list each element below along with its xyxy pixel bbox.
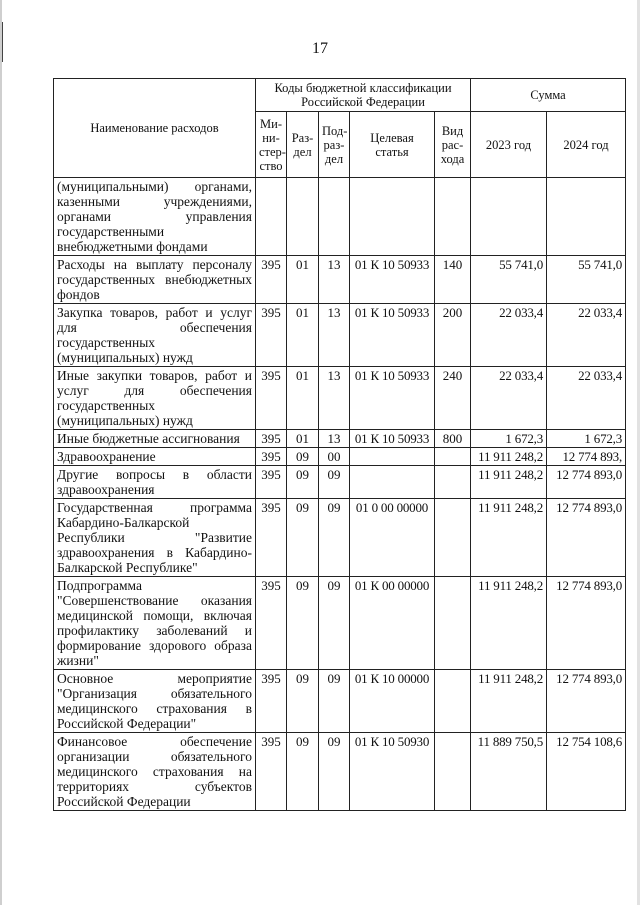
header-target-article: Целевая статья: [350, 112, 435, 178]
row-ministry: [256, 178, 287, 256]
row-sum-2023: 11 911 248,2: [471, 499, 547, 577]
row-name: Подпрограмма "Совершенствование оказания медицинской помощи, включая профилактику заболеваний и формирование здорового образа жизни": [54, 577, 256, 670]
row-name: (муниципальными) органами, казенными учреждениями, органами управления государственными внебюджетными фондами: [54, 178, 256, 256]
row-sum-2024: 12 774 893,0: [547, 466, 626, 499]
row-type: [435, 577, 471, 670]
row-type: [435, 178, 471, 256]
row-sum-2024: 22 033,4: [547, 367, 626, 430]
row-ministry: 395: [256, 448, 287, 466]
row-target: 01 К 10 00000: [350, 670, 435, 733]
row-subsection: 13: [319, 430, 350, 448]
row-subsection: 00: [319, 448, 350, 466]
row-section: 09: [287, 733, 319, 811]
table-row: [54, 448, 626, 466]
row-name: Государственная программа Кабардино-Балкарской Республики "Развитие здравоохранения в Кабардино-Балкарской Республике": [54, 499, 256, 577]
row-section: 09: [287, 577, 319, 670]
row-target: 01 К 10 50933: [350, 430, 435, 448]
row-sum-2023: 1 672,3: [471, 430, 547, 448]
row-target: [350, 448, 435, 466]
row-subsection: [319, 178, 350, 256]
row-target: 01 К 10 50933: [350, 256, 435, 304]
row-name: Другие вопросы в области здравоохранения: [54, 466, 256, 499]
header-expense-type: Вид рас-хода: [435, 112, 471, 178]
row-sum-2024: 12 774 893,0: [547, 499, 626, 577]
row-type: [435, 733, 471, 811]
table-row: [54, 670, 626, 733]
table-row: [54, 178, 626, 256]
row-sum-2023: [471, 178, 547, 256]
row-name: Расходы на выплату персоналу государственных внебюджетных фондов: [54, 256, 256, 304]
row-type: 800: [435, 430, 471, 448]
row-type: [435, 448, 471, 466]
row-section: 09: [287, 448, 319, 466]
row-section: 01: [287, 256, 319, 304]
page-number: 17: [312, 40, 328, 57]
row-sum-2023: 22 033,4: [471, 367, 547, 430]
row-name: Здравоохранение: [54, 448, 256, 466]
table-row: [54, 304, 626, 367]
row-ministry: 395: [256, 670, 287, 733]
row-sum-2023: 11 911 248,2: [471, 466, 547, 499]
header-expense-name: Наименование расходов: [54, 79, 256, 178]
row-sum-2023: 11 911 248,2: [471, 577, 547, 670]
row-sum-2023: 11 889 750,5: [471, 733, 547, 811]
row-target: [350, 466, 435, 499]
row-section: 01: [287, 367, 319, 430]
row-sum-2024: 12 754 108,6: [547, 733, 626, 811]
header-ministry: Ми-ни-стер-ство: [256, 112, 287, 178]
row-sum-2023: 11 911 248,2: [471, 448, 547, 466]
header-year-2024: 2024 год: [547, 112, 626, 178]
header-subsection: Под-раз-дел: [319, 112, 350, 178]
row-type: [435, 466, 471, 499]
row-type: [435, 499, 471, 577]
row-target: 01 К 10 50933: [350, 367, 435, 430]
row-sum-2024: 12 774 893,: [547, 448, 626, 466]
budget-table: [53, 78, 626, 811]
table-row: [54, 367, 626, 430]
row-subsection: 13: [319, 367, 350, 430]
row-subsection: 09: [319, 670, 350, 733]
row-type: 240: [435, 367, 471, 430]
row-section: [287, 178, 319, 256]
header-section: Раз-дел: [287, 112, 319, 178]
row-section: 09: [287, 466, 319, 499]
row-subsection: 09: [319, 733, 350, 811]
row-name: Основное мероприятие "Организация обязательного медицинского страхования в Российской Федерации": [54, 670, 256, 733]
row-ministry: 395: [256, 304, 287, 367]
row-section: 01: [287, 304, 319, 367]
header-sum: Сумма: [471, 79, 626, 112]
row-subsection: 09: [319, 577, 350, 670]
row-ministry: 395: [256, 367, 287, 430]
row-ministry: 395: [256, 733, 287, 811]
row-target: 01 К 10 50933: [350, 304, 435, 367]
row-section: 09: [287, 670, 319, 733]
row-subsection: 09: [319, 466, 350, 499]
row-section: 09: [287, 499, 319, 577]
row-type: 200: [435, 304, 471, 367]
table-row: [54, 430, 626, 448]
row-ministry: 395: [256, 499, 287, 577]
row-sum-2023: 55 741,0: [471, 256, 547, 304]
row-target: 01 К 00 00000: [350, 577, 435, 670]
row-target: 01 0 00 00000: [350, 499, 435, 577]
row-sum-2023: 22 033,4: [471, 304, 547, 367]
row-ministry: 395: [256, 466, 287, 499]
row-subsection: 13: [319, 304, 350, 367]
scan-left-edge: [0, 0, 2, 905]
row-ministry: 395: [256, 256, 287, 304]
row-sum-2024: 55 741,0: [547, 256, 626, 304]
row-ministry: 395: [256, 577, 287, 670]
row-sum-2024: [547, 178, 626, 256]
row-subsection: 09: [319, 499, 350, 577]
row-section: 01: [287, 430, 319, 448]
row-target: 01 К 10 50930: [350, 733, 435, 811]
table-row: [54, 256, 626, 304]
row-target: [350, 178, 435, 256]
row-type: [435, 670, 471, 733]
table-row: [54, 577, 626, 670]
table-row: [54, 499, 626, 577]
row-name: Иные закупки товаров, работ и услуг для обеспечения государственных (муниципальных) нужд: [54, 367, 256, 430]
table-row: [54, 466, 626, 499]
row-type: 140: [435, 256, 471, 304]
table-row: [54, 733, 626, 811]
row-name: Финансовое обеспечение организации обязательного медицинского страхования на территориях субъектов Российской Федерации: [54, 733, 256, 811]
row-subsection: 13: [319, 256, 350, 304]
header-budget-codes: Коды бюджетной классификации Российской Федерации: [256, 79, 471, 112]
row-sum-2024: 1 672,3: [547, 430, 626, 448]
row-ministry: 395: [256, 430, 287, 448]
row-sum-2024: 22 033,4: [547, 304, 626, 367]
row-name: Иные бюджетные ассигнования: [54, 430, 256, 448]
row-sum-2023: 11 911 248,2: [471, 670, 547, 733]
row-sum-2024: 12 774 893,0: [547, 577, 626, 670]
row-sum-2024: 12 774 893,0: [547, 670, 626, 733]
header-year-2023: 2023 год: [471, 112, 547, 178]
row-name: Закупка товаров, работ и услуг для обеспечения государственных (муниципальных) нужд: [54, 304, 256, 367]
